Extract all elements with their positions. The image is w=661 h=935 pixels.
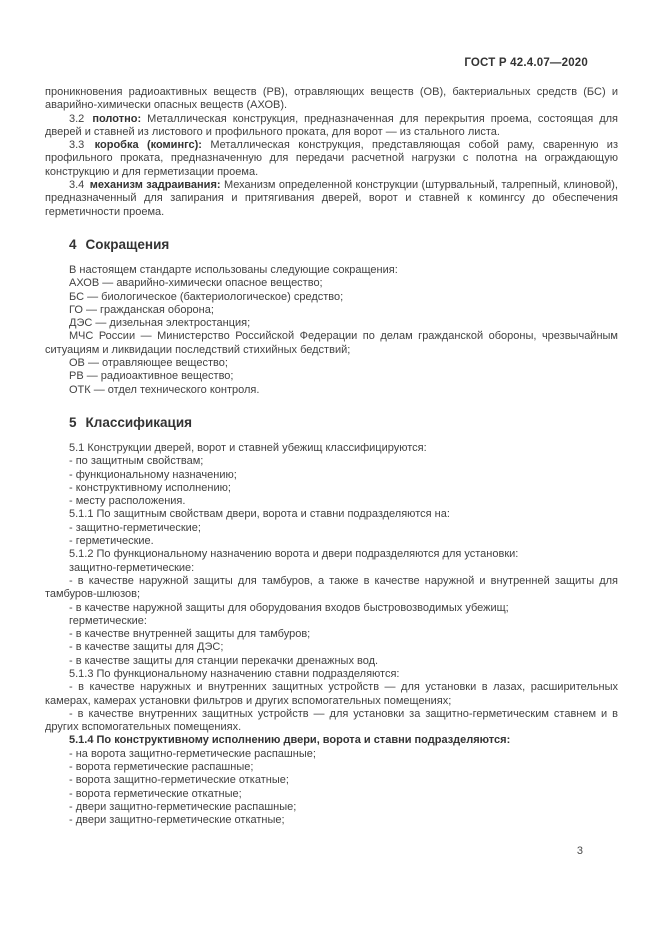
term-definition: Металлическая конструкция, предназначенная для перекрытия проема, состоящая для дверей и ставней из листового и профильного проката, для ворот — из стального листа. — [45, 112, 619, 138]
clause-paragraph: 5.1 Конструкции дверей, ворот и ставней убежищ классифицируются: — [69, 441, 427, 454]
term-name: коробка (комингс): — [94, 139, 202, 152]
abbreviation-item: АХОВ — аварийно-химически опасное вещество; — [69, 277, 323, 290]
sub-label: герметические: — [69, 614, 147, 627]
clause-paragraph: 5.1.1 По защитным свойствам двери, ворота и ставни подразделяются на: — [69, 508, 450, 521]
section-title: Сокращения — [85, 236, 170, 252]
list-item: - в качестве внутренней защиты для тамбуров; — [69, 628, 311, 641]
list-item: - герметические. — [69, 535, 154, 548]
list-item: - на ворота защитно-герметические распашные; — [69, 747, 316, 760]
term-item — [45, 179, 618, 219]
term-number: 3.4 — [69, 179, 85, 192]
list-item: - ворота герметические откатные; — [69, 787, 242, 800]
list-item: - в качестве защиты для ДЭС; — [69, 641, 224, 654]
abbreviation-item: МЧС России — Министерство Российской Федерации по делам гражданской обороны, чрезвычайным ситуациям и ликвидации последствий стихийных бедствий; — [45, 330, 618, 356]
sub-label: защитно-герметические: — [69, 561, 195, 574]
list-item: - в качестве наружной защиты для оборудования входов быстровозводимых убежищ; — [69, 601, 509, 614]
abbreviation-item: ОТК — отдел технического контроля. — [69, 383, 260, 396]
list-item: - ворота герметические распашные; — [69, 761, 254, 774]
list-item: - в качестве защиты для станции перекачки дренажных вод. — [69, 654, 379, 667]
list-item: - двери защитно-герметические распашные; — [69, 800, 297, 813]
list-item: - защитно-герметические; — [69, 521, 201, 534]
page-body — [45, 86, 618, 828]
list-item: - в качестве наружной защиты для тамбуров, а также в качестве наружной и внутренней защиты для тамбуров-шлюзов; — [45, 574, 618, 601]
abbreviation-item: ДЭС — дизельная электростанция; — [69, 317, 251, 330]
term-definition: Металлическая конструкция, представляющая собой раму, сваренную из профильного проката, предназначенную для передачи расчетной нагрузки с полотна на ограждающую конструкцию и для герметизации проема. — [45, 139, 618, 178]
page-number: 3 — [576, 845, 583, 857]
clause-paragraph: 5.1.2 По функциональному назначению ворота и двери подразделяются для установки: — [69, 548, 519, 561]
list-item: - в качестве внутренних защитных устройств — для установки за защитно-герметическим ставнем и в других вспомогательных помещениях. — [45, 707, 618, 734]
abbreviation-item: ГО — гражданская оборона; — [69, 303, 214, 316]
intro-paragraph: проникновения радиоактивных веществ (РВ), отравляющих веществ (ОВ), бактериальных средств (БС) и аварийно-химически опасных веществ (АХОВ). — [45, 86, 618, 112]
abbreviation-item: БС — биологическое (бактериологическое) средство; — [69, 290, 344, 303]
section-title: Классификация — [85, 414, 193, 430]
abbreviation-item: ОВ — отравляющее вещество; — [69, 357, 228, 370]
term-item — [45, 139, 618, 179]
term-number: 3.3 — [69, 139, 85, 152]
doc-code-header: ГОСТ Р 42.4.07—2020 — [464, 57, 588, 69]
abbreviation-item: РВ — радиоактивное вещество; — [69, 370, 234, 383]
list-item: - ворота защитно-герметические откатные; — [69, 774, 289, 787]
list-item: - конструктивному исполнению; — [69, 481, 231, 494]
list-item: - месту расположения. — [69, 495, 186, 508]
term-definition: Механизм определенной конструкции (штурвальный, талрепный, клиновой), предназначенный для запирания и притягивания дверей, ворот и ставней к комингсу до обеспечения герметичности проема. — [45, 179, 618, 218]
section-number: 5 — [69, 414, 77, 430]
list-item: - в качестве наружных и внутренних защитных устройств — для установки в лазах, расширительных камерах, камерах установки фильтров и других вспомогательных помещениях; — [45, 681, 618, 707]
section-heading-abbreviations — [69, 237, 618, 253]
term-number: 3.2 — [69, 112, 85, 125]
section-number: 4 — [69, 236, 77, 252]
term-item — [45, 113, 618, 140]
abbreviations-intro: В настоящем стандарте использованы следующие сокращения: — [69, 263, 398, 276]
list-item: - двери защитно-герметические откатные; — [69, 814, 285, 827]
list-item: - функциональному назначению; — [69, 468, 237, 481]
term-name: полотно: — [92, 112, 142, 125]
list-item: - по защитным свойствам; — [69, 455, 204, 468]
clause-paragraph: 5.1.3 По функциональному назначению ставни подразделяются: — [69, 667, 400, 680]
section-heading-classification — [69, 415, 618, 431]
term-name: механизм задраивания: — [89, 179, 221, 192]
clause-paragraph-bold: 5.1.4 По конструктивному исполнению двери, ворота и ставни подразделяются: — [69, 734, 511, 747]
